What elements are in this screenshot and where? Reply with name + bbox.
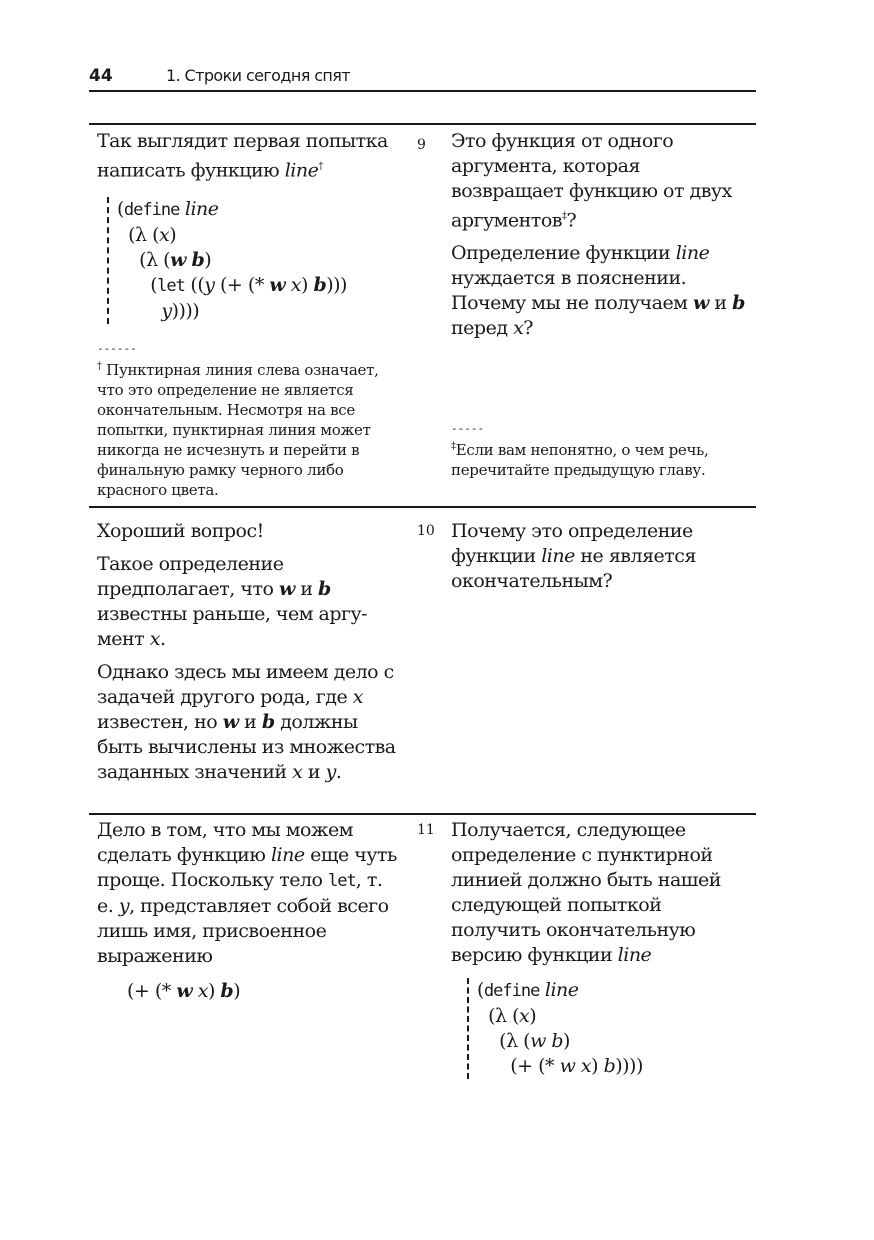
frame-divider	[89, 123, 756, 125]
frame-10-left-p2: Такое определение предполагает, что w и b известны раньше, чем аргу-мент x.	[97, 553, 368, 650]
frame-11-answer	[451, 818, 751, 1079]
footnote-double-dagger: ----- ‡Если вам непонятно, о чем речь, перечитайте предыдущую главу.	[451, 422, 709, 479]
code-block-dashed: (define line (λ (x) (λ (w b) (+ (* w x) b))))	[467, 978, 751, 1079]
frame-divider	[89, 506, 756, 508]
frame-11-right-p1: Получается, следующее определение с пунктирной линией должно быть нашей следующей попыткой получить окончательную версию функции line	[451, 819, 721, 966]
frame-9-right-p2: Определение функции line нуждается в пояснении. Почему мы не получаем w и b перед x?	[451, 242, 745, 340]
frame-10-question	[97, 519, 397, 793]
frame-number: 10	[417, 523, 435, 539]
frame-10-answer	[451, 519, 751, 602]
frame-9	[89, 129, 756, 505]
frame-10	[89, 519, 756, 809]
frame-number: 9	[417, 137, 426, 153]
frame-9-left-text: Так выглядит первая попытка написать функцию line†	[97, 130, 388, 182]
frame-10-right-p1: Почему это определение функции line не является окончательным?	[451, 520, 696, 592]
frame-11	[89, 818, 756, 1098]
frame-9-right-p1: Это функция от одного аргумента, которая возвращает функцию от двух аргументов‡?	[451, 130, 732, 232]
frame-number: 11	[417, 822, 435, 838]
page-header	[89, 62, 756, 92]
frame-11-question	[97, 818, 397, 1004]
frame-10-left-p3: Однако здесь мы имеем дело с задачей другого рода, где x известен, но w и b должны быть вычислены из множества заданных значений x и y.	[97, 661, 396, 783]
page-number: 44	[89, 66, 113, 86]
footnote-dagger: ------ † Пунктирная линия слева означает, что это определение не является окончательным. Несмотря на все попытки, пунктирная линия может никогда не исчезнуть и перейти в финальную рамку черного либо красного цвета.	[97, 342, 379, 499]
expression: (+ (* w x) b)	[127, 980, 241, 1002]
frame-11-left-p1: Дело в том, что мы можем сделать функцию line еще чуть проще. Поскольку тело let, т. е. y, представляет собой всего лишь имя, присвоенное выражению	[97, 819, 397, 967]
frame-10-left-p1: Хороший вопрос!	[97, 520, 264, 542]
frame-divider	[89, 813, 756, 815]
chapter-title: 1. Строки сегодня спят	[166, 66, 351, 85]
frame-9-question	[97, 129, 397, 499]
code-block-dashed: (define line (λ (x) (λ (w b) (let ((y (+ (* w x) b))) y))))	[107, 197, 397, 324]
frame-9-answer	[451, 129, 751, 479]
